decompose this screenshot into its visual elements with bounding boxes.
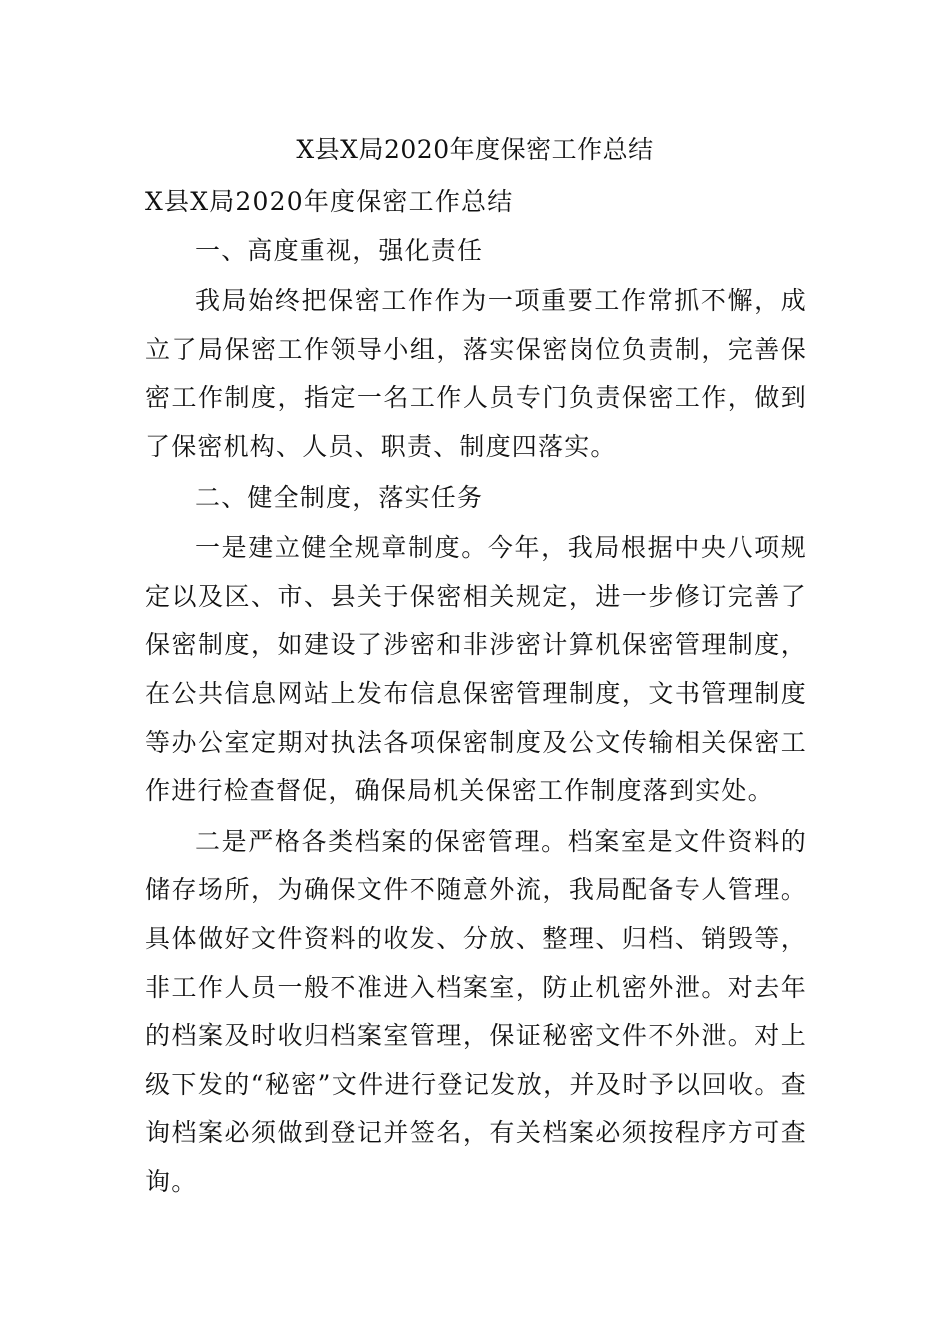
paragraph-1: 我局始终把保密工作作为一项重要工作常抓不懈，成立了局保密工作领导小组，落实保密岗位负责制，完善保密工作制度，指定一名工作人员专门负责保密工作，做到了保密机构、人员、职责、制度四落实。 xyxy=(145,286,807,461)
paragraph-2: 一是建立健全规章制度。今年，我局根据中央八项规定以及区、市、县关于保密相关规定，进一步修订完善了保密制度，如建设了涉密和非涉密计算机保密管理制度，在公共信息网站上发布信息保密管理制度，文书管理制度等办公室定期对执法各项保密制度及公文传输相关保密工作进行检查督促，确保局机关保密工作制度落到实处。 xyxy=(145,533,807,806)
section-heading-2: 二、健全制度，落实任务 xyxy=(195,482,484,512)
document-body xyxy=(145,178,807,1206)
document-title: X县X局2020年度保密工作总结 xyxy=(296,135,654,164)
section-heading-1: 一、高度重视，强化责任 xyxy=(195,235,484,265)
paragraph-3: 二是严格各类档案的保密管理。档案室是文件资料的储存场所，为确保文件不随意外流，我局配备专人管理。具体做好文件资料的收发、分放、整理、归档、销毁等，非工作人员一般不准进入档案室，防止机密外泄。对去年的档案及时收归档案室管理，保证秘密文件不外泄。对上级下发的“秘密”文件进行登记发放，并及时予以回收。查询档案必须做到登记并签名，有关档案必须按程序方可查询。 xyxy=(145,826,807,1196)
document-subtitle: X县X局2020年度保密工作总结 xyxy=(145,187,514,216)
